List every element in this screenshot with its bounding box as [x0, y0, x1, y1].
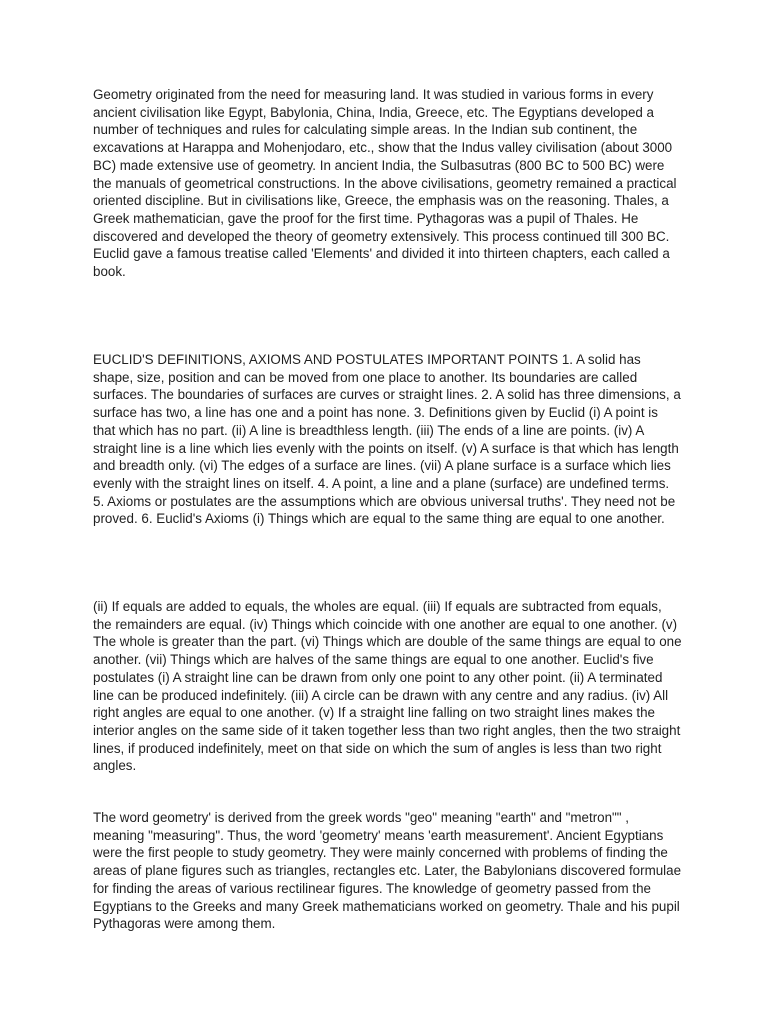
paragraph-axioms-postulates: (ii) If equals are added to equals, the wholes are equal. (iii) If equals are subtracted from equals, the remainders are equal. (iv) Things which coincide with one another are equal to one another. (v) The whole is greater than the part. (vi) Things which are double of the same things are equal to one another. (vii) Things which are halves of the same things are equal to one another. Euclid's five postulates (i) A straight line can be drawn from only one point to any other point. (ii) A terminated line can be produced indefinitely. (iii) A circle can be drawn with any centre and any radius. (iv) All right angles are equal to one another. (v) If a straight line falling on two straight lines makes the interior angles on the same side of it taken together less than two right angles, then the two straight lines, if produced indefinitely, meet on that side on which the sum of angles is less than two right angles.	[93, 599, 682, 774]
paragraph-word-geometry: The word geometry' is derived from the greek words "geo" meaning "earth" and "metron"" , meaning "measuring". Thus, the word 'geometry' means 'earth measurement'. Ancient Egyptians were the first people to study geometry. They were mainly concerned with problems of finding the areas of plane figures such as triangles, rectangles etc. Later, the Babylonians discovered formulae for finding the areas of various rectilinear figures. The knowledge of geometry passed from the Egyptians to the Greeks and many Greek mathematicians worked on geometry. Thale and his pupil Pythagoras were among them.	[93, 810, 682, 932]
paragraph-geometry-origins: Geometry originated from the need for measuring land. It was studied in various forms in every ancient civilisation like Egypt, Babylonia, China, India, Greece, etc. The Egyptians developed a number of techniques and rules for calculating simple areas. In the Indian sub continent, the excavations at Harappa and Mohenjodaro, etc., show that the Indus valley civilisation (about 3000 BC) made extensive use of geometry. In ancient India, the Sulbasutras (800 BC to 500 BC) were the manuals of geometrical constructions. In the above civilisations, geometry remained a practical oriented discipline. But in civilisations like, Greece, the emphasis was on the reasoning. Thales, a Greek mathematician, gave the proof for the first time. Pythagoras was a pupil of Thales. He discovered and developed the theory of geometry extensively. This process continued till 300 BC. Euclid gave a famous treatise called 'Elements' and divided it into thirteen chapters, each called a book.	[93, 87, 677, 280]
paragraph-euclid-definitions: EUCLID'S DEFINITIONS, AXIOMS AND POSTULATES IMPORTANT POINTS 1. A solid has shape, size, position and can be moved from one place to another. Its boundaries are called surfaces. The boundaries of surfaces are curves or straight lines. 2. A solid has three dimensions, a surface has two, a line has one and a point has none. 3. Definitions given by Euclid (i) A point is that which has no part. (ii) A line is breadthless length. (iii) The ends of a line are points. (iv) A straight line is a line which lies evenly with the points on itself. (v) A surface is that which has length and breadth only. (vi) The edges of a surface are lines. (vii) A plane surface is a surface which lies evenly with the straight lines on itself. 4. A point, a line and a plane (surface) are undefined terms. 5. Axioms or postulates are the assumptions which are obvious universal truths'. They need not be proved. 6. Euclid's Axioms (i) Things which are equal to the same thing are equal to one another.	[93, 352, 681, 527]
